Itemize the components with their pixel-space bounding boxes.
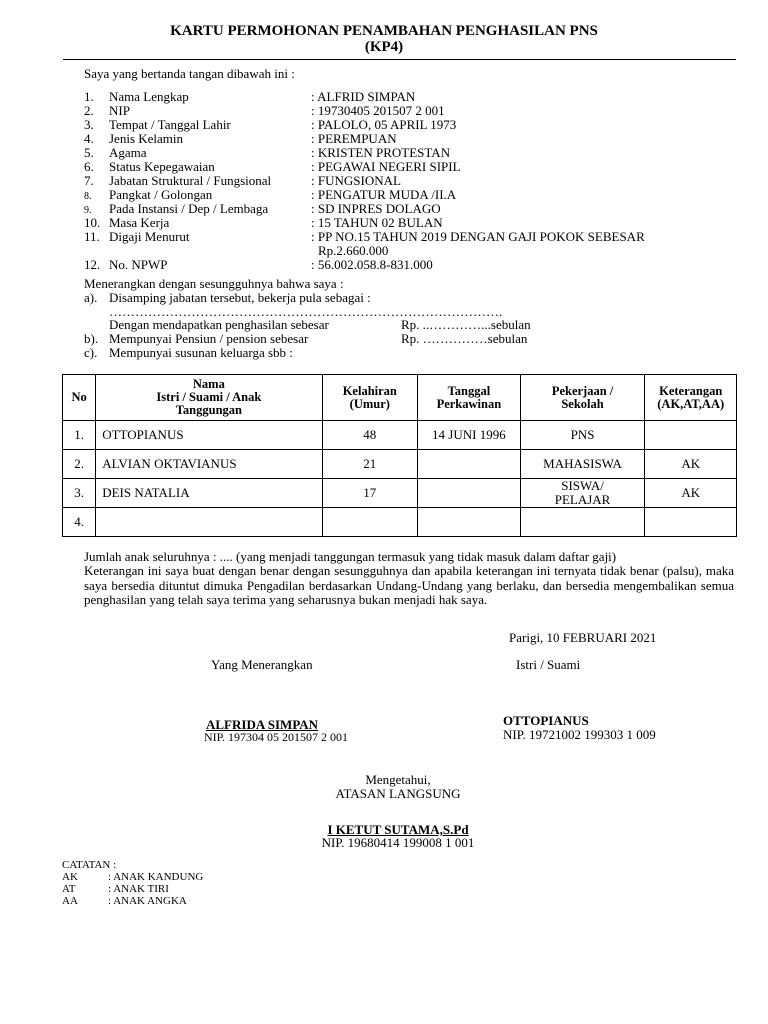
document-subtitle: (KP4) xyxy=(364,39,404,55)
declaration-b: b). Mempunyai Pensiun / pension sebesar Rp. ……………sebulan xyxy=(84,331,528,346)
field-label: Pangkat / Golongan xyxy=(109,187,213,202)
field-label: Agama xyxy=(109,145,147,160)
field-value: : PP NO.15 TAHUN 2019 DENGAN GAJI POKOK SEBESAR xyxy=(311,229,645,244)
table-header-row xyxy=(63,375,737,421)
field-value: : KRISTEN PROTESTAN xyxy=(311,145,451,160)
declaration-a: a). Disamping jabatan tersebut, bekerja pula sebagai : xyxy=(84,290,371,305)
field-value: : PENGATUR MUDA /II.A xyxy=(311,187,457,202)
place-date: Parigi, 10 FEBRUARI 2021 xyxy=(509,630,657,645)
field-value: Rp.2.660.000 xyxy=(318,243,389,258)
field-value: : PEGAWAI NEGERI SIPIL xyxy=(311,159,461,174)
atasan-name: I KETUT SUTAMA,S.Pd xyxy=(327,822,469,837)
document-title: KARTU PERMOHONAN PENAMBAHAN PENGHASILAN PNS xyxy=(170,23,598,39)
table-row: 1. OTTOPIANUS 48 14 JUNI 1996 PNS xyxy=(63,421,737,450)
field-label: Tempat / Tanggal Lahir xyxy=(109,117,231,132)
signer-name-right: OTTOPIANUS xyxy=(503,713,589,728)
field-row: 9. Pada Instansi / Dep / Lembaga : SD INPRES DOLAGO xyxy=(84,201,441,216)
notes-title: CATATAN : xyxy=(62,859,117,871)
field-row: 12. No. NPWP : 56.002.058.8-831.000 xyxy=(84,257,433,272)
statement-paragraph: Keterangan ini saya buat dengan benar dengan sesungguhnya dan apabila keterangan ini ternyata tidak benar (palsu), maka saya bersedia dituntut dimuka Pengadilan berdasarkan Undang-Undang yang berlaku, dan bersedia mengembalikan semua penghasilan yang telah saya terima yang seharusnya bukan menjadi hak saya. xyxy=(84,563,734,607)
header-kelahiran: Kelahiran (Umur) xyxy=(322,375,418,421)
note-item: AT : ANAK TIRI xyxy=(62,883,169,895)
declaration-c: c). Mempunyai susunan keluarga sbb : xyxy=(84,345,293,360)
field-row: 5. Agama : KRISTEN PROTESTAN xyxy=(84,145,451,160)
field-value: : ALFRID SIMPAN xyxy=(311,89,416,104)
signer-caption-right: Istri / Suami xyxy=(516,657,581,672)
field-value: : 56.002.058.8-831.000 xyxy=(311,257,433,272)
children-count-text: Jumlah anak seluruhnya : .... (yang menjadi tanggungan termasuk yang tidak masuk dalam daftar gaji) xyxy=(84,549,617,564)
field-label: Status Kepegawaian xyxy=(109,159,215,174)
field-value: : PEREMPUAN xyxy=(311,131,397,146)
signer-caption-left: Yang Menerangkan xyxy=(211,657,313,672)
field-label: Digaji Menurut xyxy=(109,229,190,244)
field-value: : FUNGSIONAL xyxy=(311,173,401,188)
title-divider xyxy=(63,59,736,60)
declaration-intro: Menerangkan dengan sesungguhnya bahwa saya : xyxy=(84,276,344,291)
note-item: AK : ANAK KANDUNG xyxy=(62,871,204,883)
field-row: 1. Nama Lengkap : ALFRID SIMPAN xyxy=(84,89,416,104)
field-label: Nama Lengkap xyxy=(109,89,189,104)
header-keterangan: Keterangan (AK,AT,AA) xyxy=(645,375,737,421)
field-value: : SD INPRES DOLAGO xyxy=(311,201,441,216)
field-row: 11. Digaji Menurut : PP NO.15 TAHUN 2019 DENGAN GAJI POKOK SEBESAR xyxy=(84,229,645,244)
table-row: 3. DEIS NATALIA 17 SISWA/ PELAJAR AK xyxy=(63,479,737,508)
field-label: No. NPWP xyxy=(109,257,168,272)
intro-text: Saya yang bertanda tangan dibawah ini : xyxy=(84,66,295,81)
field-value: : PALOLO, 05 APRIL 1973 xyxy=(311,117,457,132)
field-row: 10. Masa Kerja : 15 TAHUN 02 BULAN xyxy=(84,215,443,230)
field-label: NIP xyxy=(109,103,130,118)
header-nama: Nama Istri / Suami / Anak Tanggungan xyxy=(96,375,322,421)
signer-name-left: ALFRIDA SIMPAN xyxy=(206,717,319,732)
atasan-nip: NIP. 19680414 199008 1 001 xyxy=(321,835,475,850)
note-item: AA : ANAK ANGKA xyxy=(62,895,187,907)
atasan-caption: ATASAN LANGSUNG xyxy=(335,786,461,801)
family-table xyxy=(62,374,737,537)
field-row: 3. Tempat / Tanggal Lahir : PALOLO, 05 APRIL 1973 xyxy=(84,117,457,132)
header-pekerjaan: Pekerjaan / Sekolah xyxy=(520,375,645,421)
table-row: 4. xyxy=(63,508,737,537)
field-row: 6. Status Kepegawaian : PEGAWAI NEGERI SIPIL xyxy=(84,159,461,174)
table-row: 2. ALVIAN OKTAVIANUS 21 MAHASISWA AK xyxy=(63,450,737,479)
header-perkawinan: Tanggal Perkawinan xyxy=(418,375,521,421)
field-label: Pada Instansi / Dep / Lembaga xyxy=(109,201,269,216)
field-row: 4. Jenis Kelamin : PEREMPUAN xyxy=(84,131,397,146)
field-row: 8. Pangkat / Golongan : PENGATUR MUDA /II.A xyxy=(84,187,457,202)
field-label: Masa Kerja xyxy=(109,215,170,230)
field-label: Jenis Kelamin xyxy=(109,131,184,146)
mengetahui-text: Mengetahui, xyxy=(365,772,431,787)
field-value: : 19730405 201507 2 001 xyxy=(311,103,445,118)
field-row: 7. Jabatan Struktural / Fungsional : FUNGSIONAL xyxy=(84,173,401,188)
signer-nip-left: NIP. 197304 05 201507 2 001 xyxy=(204,730,349,744)
field-row: 2. NIP : 19730405 201507 2 001 xyxy=(84,103,445,118)
field-label: Jabatan Struktural / Fungsional xyxy=(109,173,272,188)
header-no: No xyxy=(63,375,96,421)
field-value: : 15 TAHUN 02 BULAN xyxy=(311,215,443,230)
signer-nip-right: NIP. 19721002 199303 1 009 xyxy=(503,727,656,742)
